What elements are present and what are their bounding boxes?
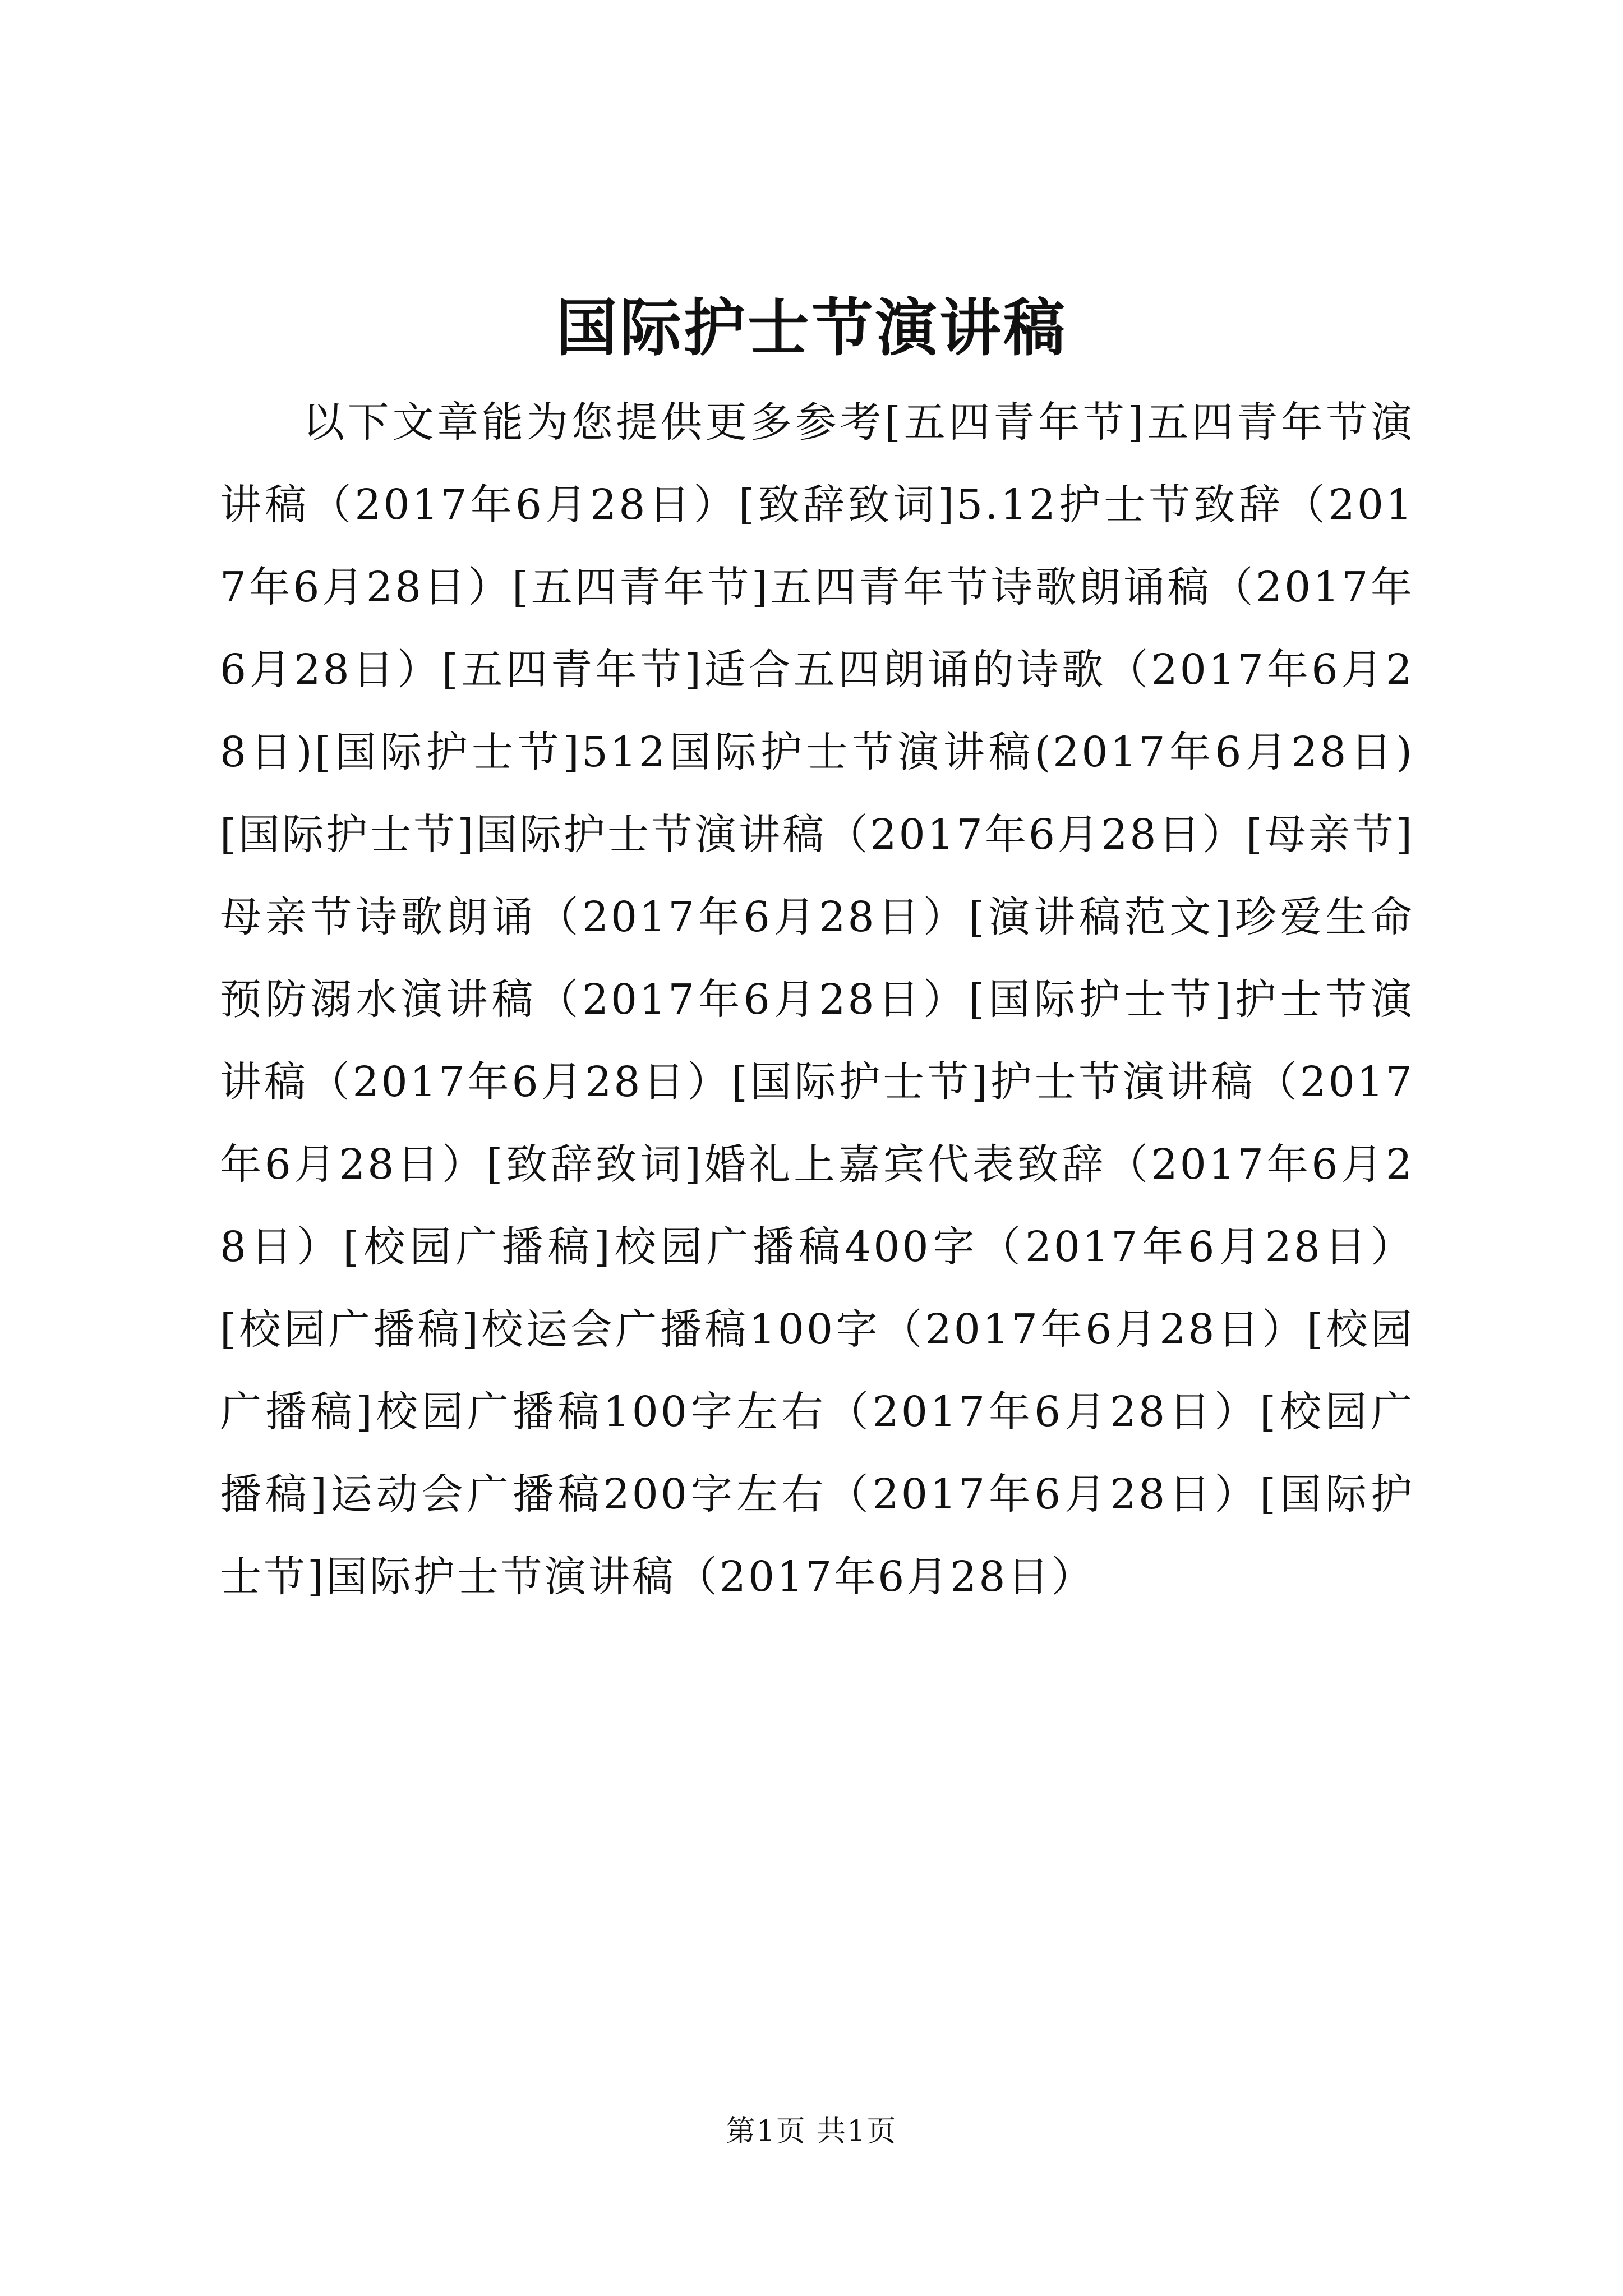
page-number-footer: 第1页 共1页 <box>726 2115 897 2148</box>
document-body-paragraph: 以下文章能为您提供更多参考[五四青年节]五四青年节演讲稿（2017年6月28日）[致辞致词]5.12护士节致辞（2017年6月28日）[五四青年节]五四青年节诗歌朗诵稿（2017年6月28日）[五四青年节]适合五四朗诵的诗歌（2017年6月28日)[国际护士节]512国际护士节演讲稿(2017年6月28日)[国际护士节]国际护士节演讲稿（2017年6月28日）[母亲节]母亲节诗歌朗诵（2017年6月28日）[演讲稿范文]珍爱生命预防溺水演讲稿（2017年6月28日）[国际护士节]护士节演讲稿（2017年6月28日）[国际护士节]护士节演讲稿（2017年6月28日）[致辞致词]婚礼上嘉宾代表致辞（2017年6月28日）[校园广播稿]校园广播稿400字（2017年6月28日）[校园广播稿]校运会广播稿100字（2017年6月28日）[校园广播稿]校园广播稿100字左右（2017年6月28日）[校园广播稿]运动会广播稿200字左右（2017年6月28日）[国际护士节]国际护士节演讲稿（2017年6月28日） <box>220 398 1414 1601</box>
document-title: 国际护士节演讲稿 <box>556 292 1067 364</box>
